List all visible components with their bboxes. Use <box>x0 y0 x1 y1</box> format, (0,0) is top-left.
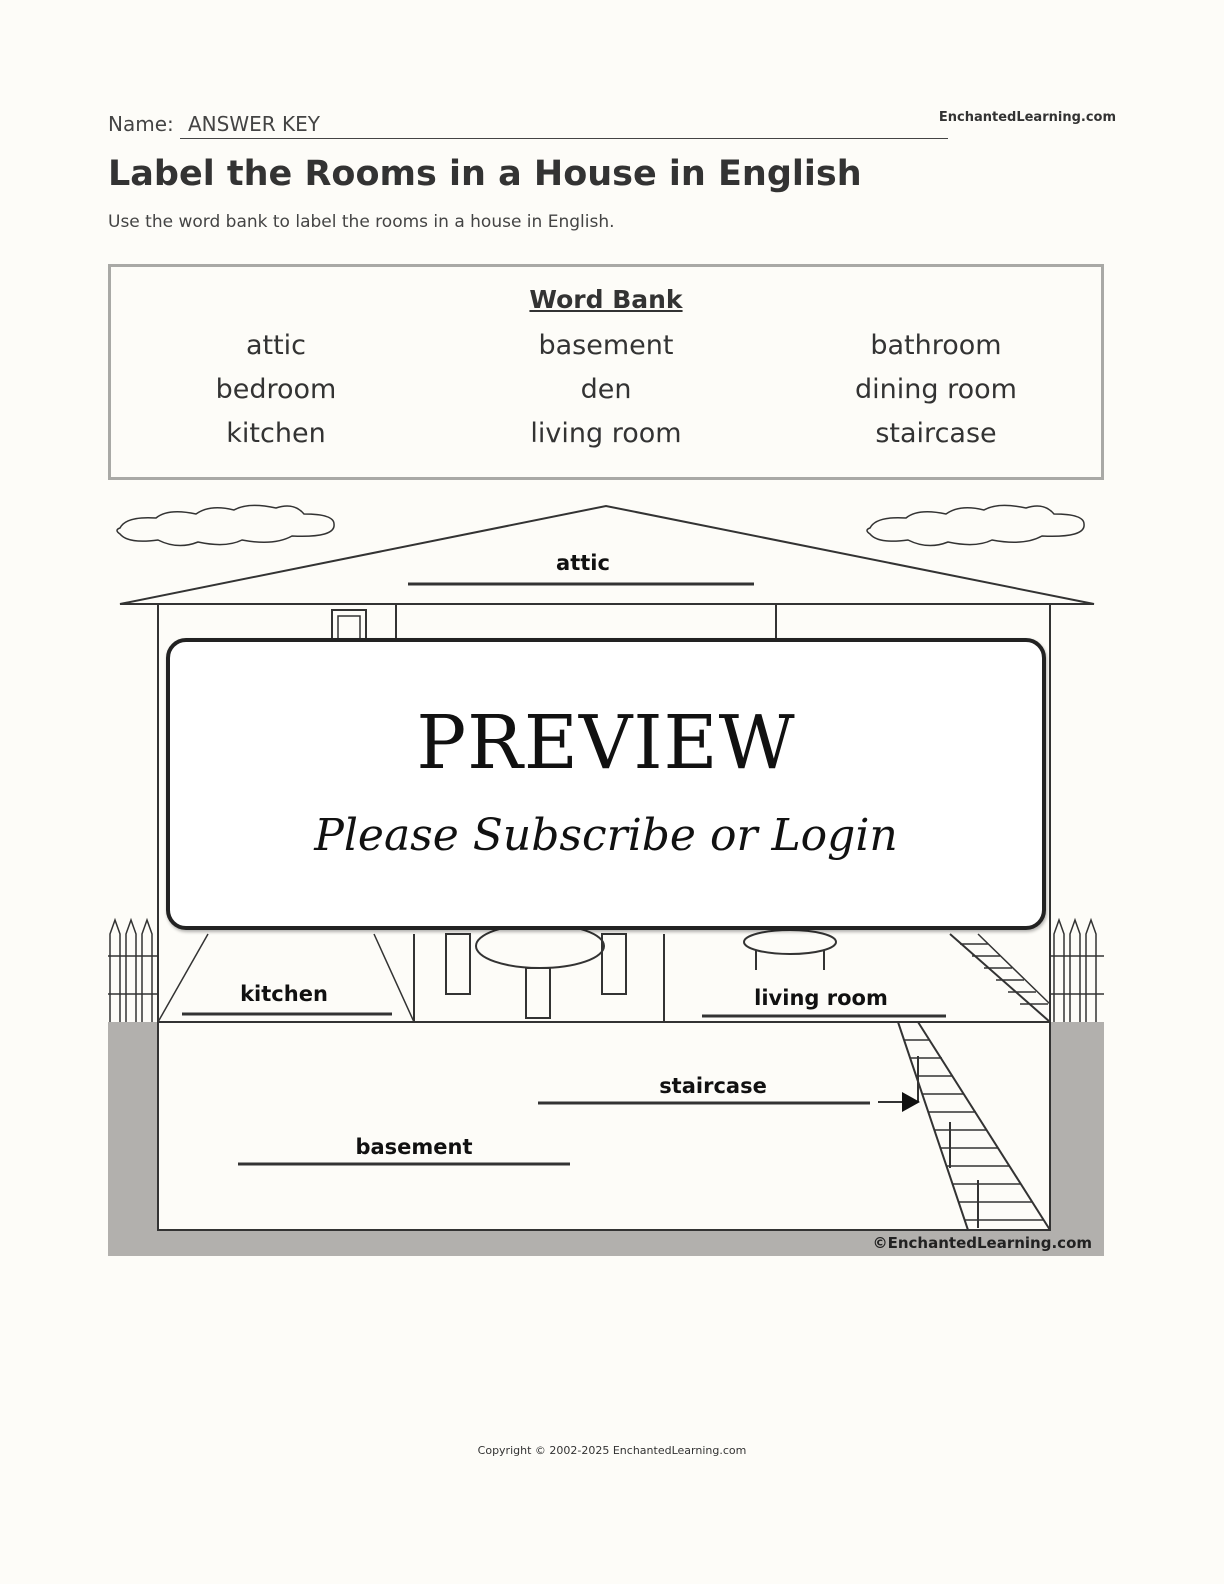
preview-title: PREVIEW <box>416 700 796 786</box>
upper-door-inner <box>338 616 360 640</box>
label-staircase: staircase <box>659 1074 767 1098</box>
label-attic: attic <box>556 551 610 575</box>
name-field[interactable] <box>180 108 948 139</box>
word-bank-word: living room <box>530 418 682 449</box>
word-bank-word: staircase <box>875 418 997 449</box>
copyright: Copyright © 2002-2025 EnchantedLearning.com <box>477 1444 747 1457</box>
dining-chair <box>602 934 626 994</box>
stair-rail <box>950 934 1050 1022</box>
word-bank-word: den <box>580 374 632 405</box>
page-title: Label the Rooms in a House in English <box>108 154 862 194</box>
fence-right <box>1050 920 1104 1022</box>
subscribe-login-prompt[interactable]: Please Subscribe or Login <box>314 810 898 861</box>
word-bank-word: dining room <box>855 374 1017 405</box>
word-bank-word: kitchen <box>226 418 326 449</box>
label-kitchen: kitchen <box>240 982 328 1006</box>
label-living-room: living room <box>754 986 888 1010</box>
preview-overlay[interactable] <box>166 638 1046 930</box>
cloud-left <box>117 505 334 545</box>
basement-room <box>158 1022 1050 1230</box>
fence-left <box>108 920 158 1022</box>
dining-chair <box>526 968 550 1018</box>
label-basement: basement <box>355 1135 473 1159</box>
word-bank-word: basement <box>538 330 674 361</box>
word-bank-word: bathroom <box>870 330 1002 361</box>
kitchen-slant-left <box>158 934 208 1022</box>
name-row <box>108 108 948 140</box>
word-bank-title: Word Bank <box>529 285 683 314</box>
word-bank <box>108 264 1104 480</box>
word-bank-word: bedroom <box>215 374 337 405</box>
coffee-table <box>744 930 836 954</box>
dining-chair <box>446 934 470 994</box>
word-bank-grid <box>111 329 1101 451</box>
name-value: ANSWER KEY <box>188 112 320 136</box>
kitchen-slant-right <box>374 934 414 1022</box>
word-bank-word: attic <box>245 330 307 361</box>
upper-door <box>332 610 366 640</box>
dining-table <box>476 924 604 968</box>
site-name: EnchantedLearning.com <box>938 110 1116 125</box>
name-label: Name: <box>108 112 174 136</box>
cloud-right <box>867 505 1084 545</box>
instructions: Use the word bank to label the rooms in a house in English. <box>108 212 615 232</box>
diagram-credit: ©EnchantedLearning.com <box>872 1234 1092 1252</box>
